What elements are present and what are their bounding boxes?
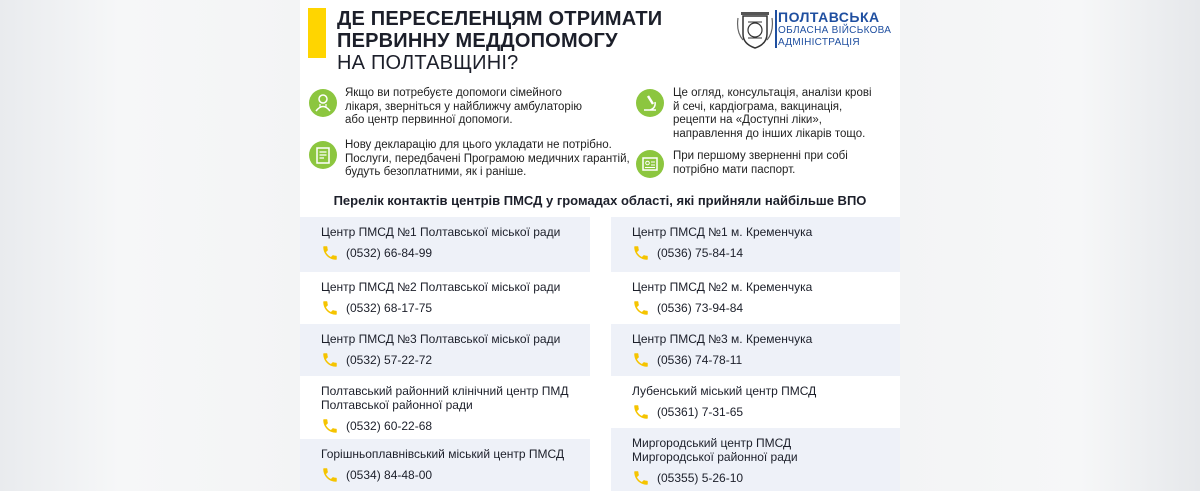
phone-icon	[632, 351, 650, 369]
phone-row[interactable]	[321, 351, 590, 369]
phone-icon	[321, 417, 339, 435]
phone-number[interactable]: (0536) 73-94-84	[657, 301, 744, 315]
center-name: Миргородський центр ПМСД	[632, 436, 792, 450]
center-name: Полтавський районний клінічний центр ПМД	[321, 384, 569, 398]
info-line: При першому зверненні при собі	[673, 150, 848, 162]
poster	[300, 0, 900, 491]
contact-entry	[300, 324, 590, 376]
info-line: рецепти на «Доступні ліки»,	[673, 114, 822, 126]
logo-line-1: ПОЛТАВСЬКА	[778, 9, 880, 25]
contacts-column-right	[611, 217, 900, 491]
contact-entry	[300, 439, 590, 491]
center-name: Миргородської районної ради	[632, 450, 798, 464]
info-line: Нову декларацію для цього укладати не потрібно.	[345, 139, 612, 151]
contact-entry	[611, 217, 900, 272]
phone-row[interactable]	[632, 299, 900, 317]
phone-number[interactable]: (05355) 5-26-10	[657, 471, 744, 485]
phone-number[interactable]: (0532) 60-22-68	[346, 419, 433, 433]
contacts-column-left	[300, 217, 590, 491]
contact-entry	[611, 324, 900, 376]
info-line: лікаря, зверніться у найближчу амбулаторію	[345, 100, 582, 113]
phone-row[interactable]	[321, 244, 590, 262]
passport-icon	[636, 150, 664, 178]
phone-number[interactable]: (05361) 7-31-65	[657, 405, 744, 419]
center-name: Полтавської районної ради	[321, 398, 473, 412]
phone-number[interactable]: (0532) 68-17-75	[346, 301, 433, 315]
contact-entry	[300, 376, 590, 439]
document-icon	[309, 141, 337, 169]
center-name: Центр ПМСД №1 Полтавської міської ради	[321, 225, 561, 239]
contact-entry	[300, 217, 590, 272]
info-line: й сечі, кардіограма, вакцинація,	[673, 100, 843, 113]
contact-entry	[611, 428, 900, 491]
phone-row[interactable]	[321, 417, 590, 435]
info-line: Якщо ви потребуєте допомоги сімейного	[345, 87, 562, 99]
info-line: потрібно мати паспорт.	[673, 163, 796, 176]
info-block-4	[673, 150, 848, 177]
contact-entry	[611, 376, 900, 428]
page-title	[337, 8, 662, 74]
center-name: Горішньоплавнівський міський центр ПМСД	[321, 447, 565, 461]
phone-number[interactable]: (0534) 84-48-00	[346, 468, 433, 482]
center-name: Центр ПМСД №3 Полтавської міської ради	[321, 332, 561, 346]
phone-icon	[632, 299, 650, 317]
coat-of-arms-icon	[736, 8, 774, 50]
logo-divider	[775, 10, 777, 48]
info-line: Це огляд, консультація, аналізи крові	[673, 87, 872, 99]
info-line: або центр первинної допомоги.	[345, 114, 513, 126]
phone-number[interactable]: (0532) 66-84-99	[346, 246, 433, 260]
phone-icon	[321, 351, 339, 369]
phone-icon	[632, 244, 650, 262]
phone-icon	[321, 244, 339, 262]
logo-line-3: АДМІНІСТРАЦІЯ	[778, 37, 860, 48]
phone-row[interactable]	[632, 403, 900, 421]
phone-number[interactable]: (0536) 75-84-14	[657, 246, 744, 260]
info-line: Послуги, передбачені Програмою медичних гарантій,	[345, 152, 630, 165]
logo-line-2: ОБЛАСНА ВІЙСЬКОВА	[778, 25, 892, 36]
info-line: направлення до інших лікарів тощо.	[673, 127, 866, 140]
phone-number[interactable]: (0536) 74-78-11	[657, 353, 743, 367]
phone-row[interactable]	[321, 466, 590, 484]
title-line-3: НА ПОЛТАВЩИНІ?	[337, 52, 519, 74]
administration-logo	[736, 8, 896, 53]
phone-icon	[321, 466, 339, 484]
info-block-3	[673, 87, 872, 141]
info-block-2	[345, 139, 630, 180]
phone-row[interactable]	[632, 244, 900, 262]
logo-text	[778, 10, 891, 49]
contact-entry	[611, 272, 900, 324]
microscope-icon	[636, 89, 664, 117]
phone-icon	[321, 299, 339, 317]
phone-row[interactable]	[632, 351, 900, 369]
phone-number[interactable]: (0532) 57-22-72	[346, 353, 433, 367]
phone-row[interactable]	[632, 469, 900, 487]
contact-entry	[300, 272, 590, 324]
center-name: Лубенський міський центр ПМСД	[632, 384, 817, 398]
info-line: будуть безоплатними, як і раніше.	[345, 166, 527, 178]
title-accent-bar	[308, 8, 326, 58]
phone-icon	[632, 403, 650, 421]
center-name: Центр ПМСД №1 м. Кременчука	[632, 225, 813, 239]
title-line-1: ДЕ ПЕРЕСЕЛЕНЦЯМ ОТРИМАТИ	[337, 8, 663, 30]
title-line-2: ПЕРВИННУ МЕДДОПОМОГУ	[337, 30, 618, 52]
phone-row[interactable]	[321, 299, 590, 317]
center-name: Центр ПМСД №2 Полтавської міської ради	[321, 280, 561, 294]
center-name: Центр ПМСД №2 м. Кременчука	[632, 280, 813, 294]
info-block-1	[345, 87, 582, 128]
center-name: Центр ПМСД №3 м. Кременчука	[632, 332, 813, 346]
phone-icon	[632, 469, 650, 487]
contacts-heading: Перелік контактів центрів ПМСД у громадах області, які прийняли найбільше ВПО	[333, 193, 867, 208]
doctor-icon	[309, 89, 337, 117]
